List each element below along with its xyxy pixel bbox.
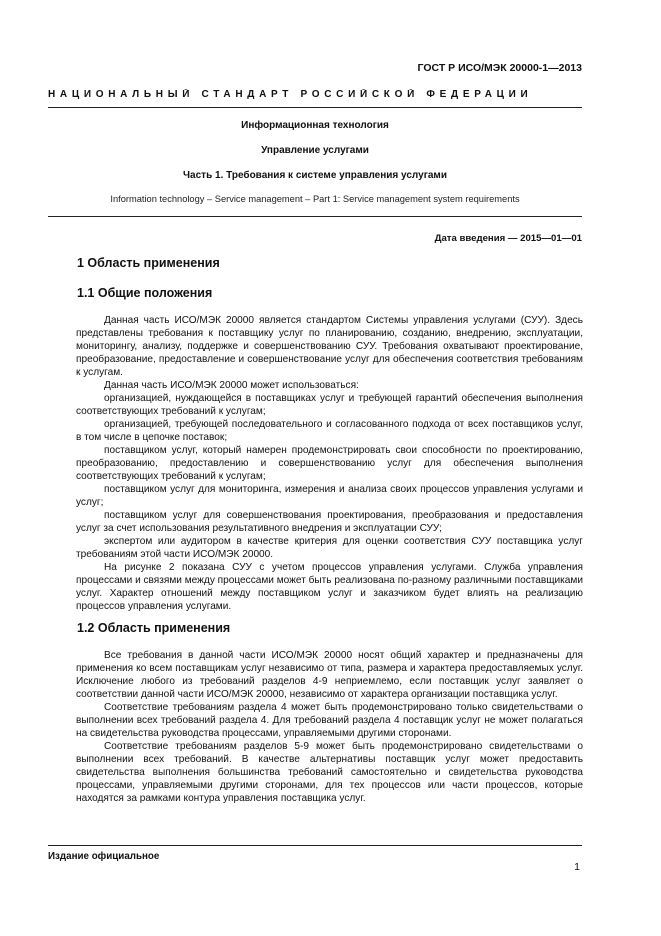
subsection-1-1-body bbox=[76, 314, 583, 613]
national-standard-banner: НАЦИОНАЛЬНЫЙ СТАНДАРТ РОССИЙСКОЙ ФЕДЕРАЦИИ bbox=[48, 89, 533, 100]
list-item: поставщиком услуг для совершенствования проектирования, преобразования и предоставления услуг за счет использования результативного внедрения и эксплуатации СУУ; bbox=[76, 510, 583, 534]
document-code: ГОСТ Р ИСО/МЭК 20000-1—2013 bbox=[417, 62, 582, 74]
list-item: экспертом или аудитором в качестве критерия для оценки соответствия СУУ поставщика услуг требованиям этой части ИСО/МЭК 20000. bbox=[76, 536, 583, 560]
subsection-heading-1-1: 1.1 Общие положения bbox=[77, 286, 213, 300]
introduction-date: Дата введения — 2015—01—01 bbox=[434, 233, 582, 244]
subsection-1-2-body bbox=[76, 649, 583, 805]
list-item: поставщиком услуг, который намерен продемонстрировать свои способности по проектированию, преобразованию, предоставлению и совершенствованию услуг для обеспечения выполнения соответствующих требований к услугам; bbox=[76, 445, 583, 482]
paragraph: Данная часть ИСО/МЭК 20000 может использоваться: bbox=[104, 380, 359, 391]
list-item: поставщиком услуг для мониторинга, измерения и анализа своих процессов управления услугами и услуг; bbox=[76, 484, 583, 508]
paragraph: Данная часть ИСО/МЭК 20000 является стандартом Системы управления услугами (СУУ). Здесь представлены требования к поставщику услуг по планированию, созданию, внедрению, эксплуатации, мониторингу, анализу, поддержке и совершенствованию СУУ. Требования охватывают проектирование, преобразование, предоставление и совершенствование услуг для обеспечения соответствия требованиям к услугам. bbox=[76, 315, 583, 378]
section-heading-1: 1 Область применения bbox=[77, 256, 220, 270]
title-english: Information technology – Service management – Part 1: Service management system requirements bbox=[110, 194, 520, 204]
list-item: организацией, требующей последовательного и согласованного подхода от всех поставщиков услуг, в том числе в цепочке поставок; bbox=[76, 419, 583, 443]
paragraph: Соответствие требованиям раздела 4 может быть продемонстрировано только свидетельствами о выполнении всех требований раздела 4. Для требований раздела 4 поставщик услуг не может полагаться на свидетельства руководства процессами, управляемыми другими сторонами. bbox=[76, 702, 583, 739]
title-line-1: Информационная технология bbox=[241, 120, 389, 131]
title-line-2: Управление услугами bbox=[261, 145, 369, 156]
paragraph: На рисунке 2 показана СУУ с учетом процессов управления услугами. Служба управления процессами и связями между процессами может быть реализована по-разному различными поставщиками услуг. Характер отношений между поставщиком услуг и заказчиком будет влиять на реализацию процессов управления услугами. bbox=[76, 562, 583, 612]
footer-divider bbox=[48, 845, 582, 846]
title-divider bbox=[48, 216, 582, 217]
header-divider bbox=[48, 107, 582, 108]
paragraph: Соответствие требованиям разделов 5-9 может быть продемонстрировано свидетельствами о выполнении всех требований. В качестве альтернативы поставщик услуг может предоставить свидетельства выполнения большинства требований самостоятельно и свидетельства руководства процессами, управляемыми другими сторонами, для тех процессов или части процессов, которые находятся за рамками контура управления поставщика услуг. bbox=[76, 741, 583, 804]
title-line-3: Часть 1. Требования к системе управления услугами bbox=[183, 170, 447, 181]
page-number: 1 bbox=[574, 861, 580, 873]
edition-label: Издание официальное bbox=[48, 851, 160, 862]
subsection-heading-1-2: 1.2 Область применения bbox=[77, 621, 231, 635]
list-item: организацией, нуждающейся в поставщиках услуг и требующей гарантий обеспечения выполнения соответствующих требований к услугам; bbox=[76, 393, 583, 417]
paragraph: Все требования в данной части ИСО/МЭК 20000 носят общий характер и предназначены для применения ко всем поставщикам услуг независимо от типа, размера и характера предоставляемых услуг. Исключение любого из требований разделов 4-9 неприемлемо, если поставщик услуг заявляет о соответствии данной части ИСО/МЭК 20000, независимо от характера организации поставщика услуг. bbox=[76, 650, 583, 700]
